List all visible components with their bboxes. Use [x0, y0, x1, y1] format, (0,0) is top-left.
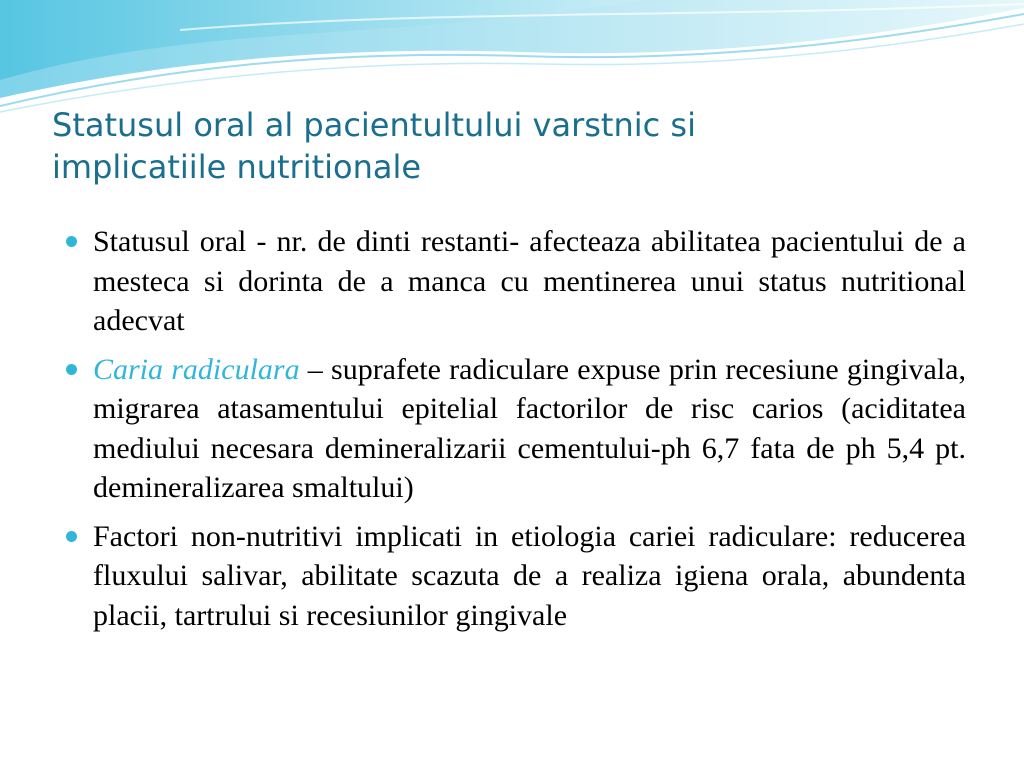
bullet-item-root-caries [64, 350, 966, 508]
slide-title [52, 104, 952, 188]
bullet-list [64, 222, 966, 644]
bullet-text: – suprafete radiculare expuse prin recesiune gingivala, migrarea atasamentului epitelial factorilor de risc carios (aciditatea mediului necesara demineralizarii cementului-ph 6,7 fata de ph 5,4 pt. demineralizarea smaltului) [93, 352, 966, 504]
bullet-icon [66, 364, 77, 375]
bullet-text: Statusul oral - nr. de dinti restanti- afecteaza abilitatea pacientului de a mesteca si dorinta de a manca cu mentinerea unui status nutritional adecvat [93, 225, 966, 337]
slide-title-line-1: Statusul oral al pacientultului varstnic si [52, 106, 696, 144]
bullet-icon [66, 531, 77, 542]
bullet-icon [66, 236, 77, 247]
bullet-item-oral-status [64, 222, 966, 341]
bullet-item-non-nutritive-factors [64, 517, 966, 636]
wave-header-decoration [0, 0, 1024, 120]
bullet-text: Factori non-nutritivi implicati in etiologia cariei radiculare: reducerea fluxului salivar, abilitate scazuta de a realiza igiena orala, abundenta placii, tartrului si recesiunilor gingivale [93, 519, 966, 632]
slide-title-line-2: implicatiile nutritionale [52, 148, 422, 186]
highlighted-term: Caria radiculara [93, 352, 300, 386]
